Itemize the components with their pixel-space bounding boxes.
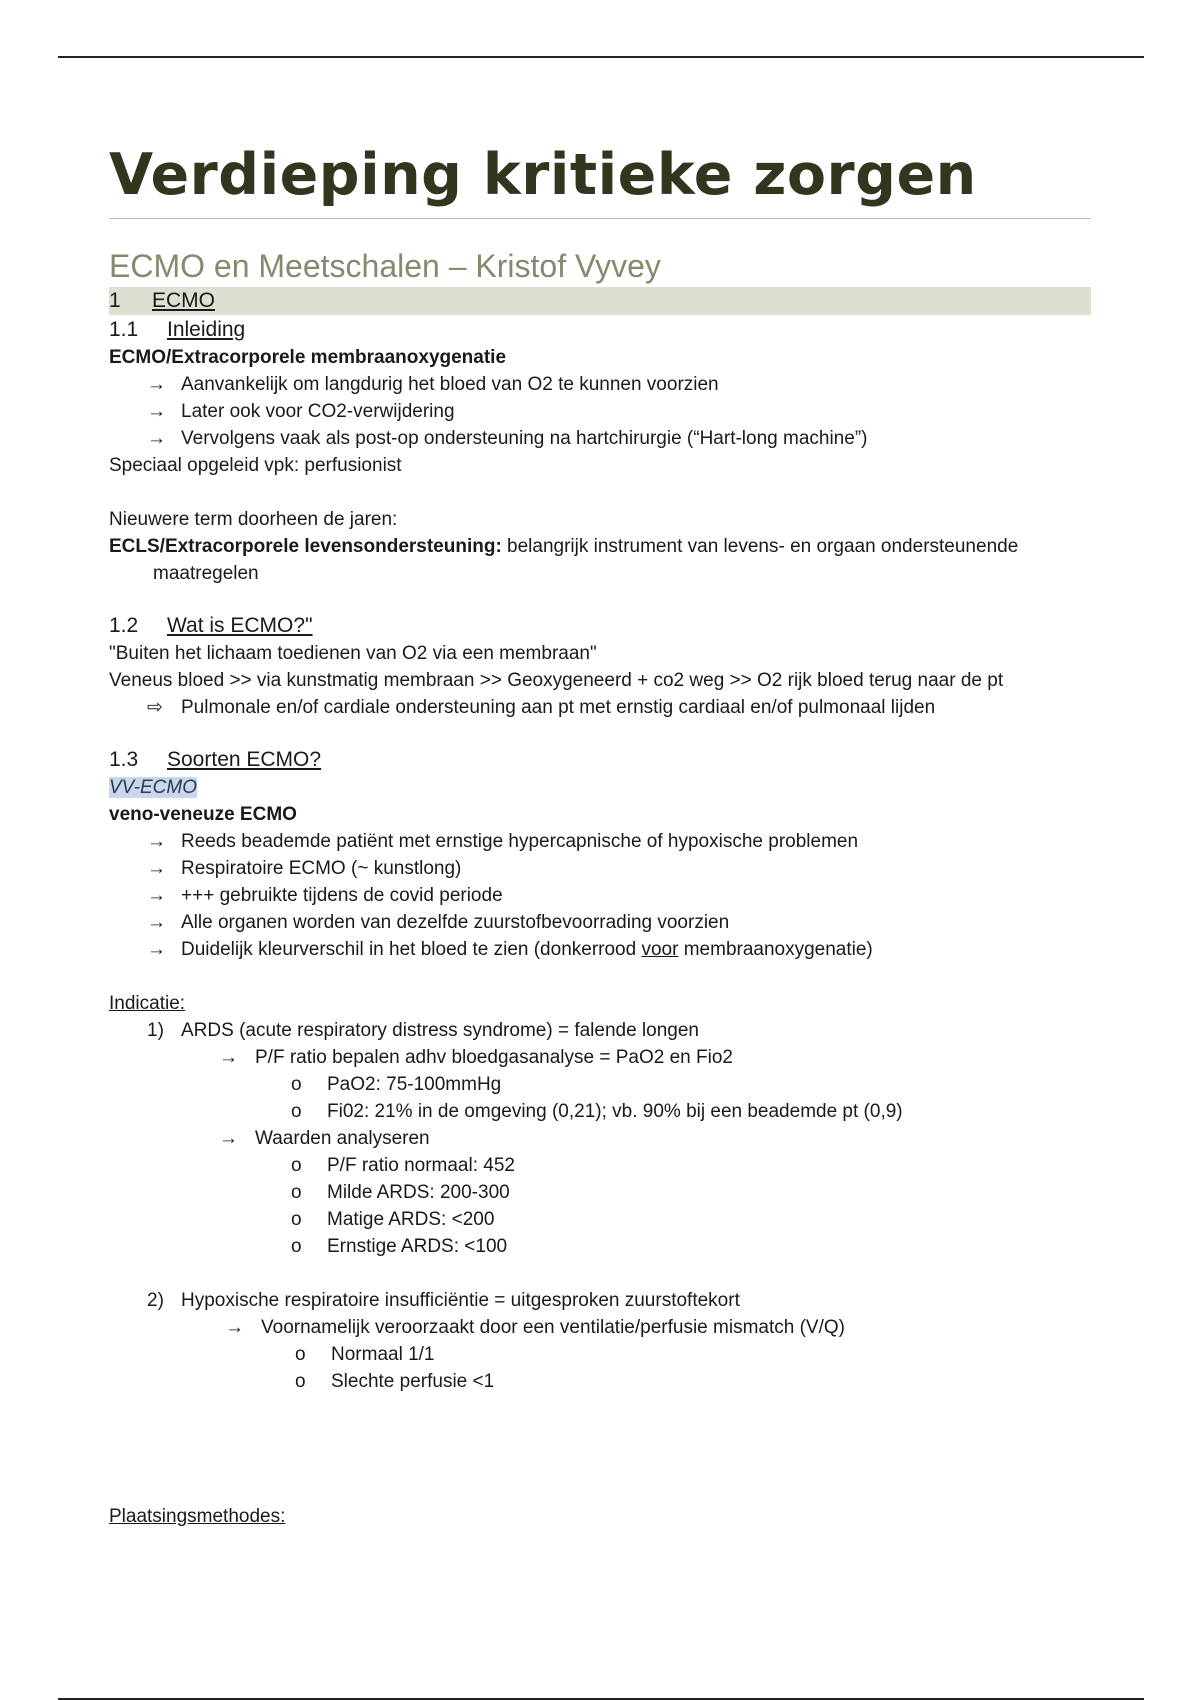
numbered-item: 1) ARDS (acute respiratory distress syndrome) = falende longen xyxy=(109,1017,1091,1044)
perfusionist-line: Speciaal opgeleid vpk: perfusionist xyxy=(109,455,402,476)
arrow-right-icon: → xyxy=(147,858,166,879)
list-item: → Waarden analyseren xyxy=(109,1125,1091,1152)
ecls-paragraph: ECLS/Extracorporele levensondersteuning: belangrijk instrument van levens- en orgaan ondersteunende maatregelen xyxy=(109,536,1019,584)
vv-ecmo-label: VV-ECMO xyxy=(109,777,197,798)
list-item: → Voornamelijk veroorzaakt door een ventilatie/perfusie mismatch (V/Q) xyxy=(109,1314,1091,1341)
arrow-right-icon: → xyxy=(147,401,166,422)
arrow-right-icon: → xyxy=(147,885,166,906)
heading-label: Soorten ECMO? xyxy=(167,748,322,771)
list-item: o PaO2: 75-100mmHg xyxy=(109,1071,1091,1098)
list-item: → Vervolgens vaak als post-op ondersteuning na hartchirurgie (“Hart-long machine”) xyxy=(109,425,1091,452)
list-item: → Aanvankelijk om langdurig het bloed van O2 te kunnen voorzien xyxy=(109,371,1091,398)
list-item: → Reeds beademde patiënt met ernstige hypercapnische of hypoxische problemen xyxy=(109,828,1091,855)
document-title: Verdieping kritieke zorgen xyxy=(109,140,1091,219)
document-page xyxy=(109,140,1091,1530)
ecmo-definition: ECMO/Extracorporele membraanoxygenatie xyxy=(109,347,507,368)
vv-ecmo-full: veno-veneuze ECMO xyxy=(109,804,297,825)
arrow-right-icon: → xyxy=(147,374,166,395)
list-item: → Later ook voor CO2-verwijdering xyxy=(109,398,1091,425)
list-item: o Normaal 1/1 xyxy=(109,1341,1091,1368)
wat-flow: Veneus bloed >> via kunstmatig membraan >> Geoxygeneerd + co2 weg >> O2 rijk bloed terug naar de pt xyxy=(109,670,1004,691)
arrow-right-icon: → xyxy=(147,939,166,960)
wat-quote: "Buiten het lichaam toedienen van O2 via een membraan" xyxy=(109,643,597,664)
heading-1-1 xyxy=(109,315,1091,344)
arrow-right-icon: → xyxy=(147,428,166,449)
circle-bullet-icon: o xyxy=(291,1182,302,1203)
heading-number: 1.2 xyxy=(109,614,139,637)
circle-bullet-icon: o xyxy=(291,1155,302,1176)
circle-bullet-icon: o xyxy=(295,1371,306,1392)
heading-label: Wat is ECMO?" xyxy=(167,614,313,637)
arrow-right-icon: → xyxy=(219,1047,238,1068)
indicatie-heading: Indicatie: xyxy=(109,993,186,1014)
item-number: 1) xyxy=(147,1020,164,1041)
list-item: o Ernstige ARDS: <100 xyxy=(109,1233,1091,1260)
heading-1-3 xyxy=(109,745,1091,774)
list-item: o Milde ARDS: 200-300 xyxy=(109,1179,1091,1206)
heading-number: 1.1 xyxy=(109,318,139,341)
document-subtitle: ECMO en Meetschalen – Kristof Vyvey xyxy=(109,248,661,284)
heading-label: Inleiding xyxy=(167,318,246,341)
circle-bullet-icon: o xyxy=(291,1209,302,1230)
header-rule xyxy=(58,56,1144,58)
arrow-right-icon: → xyxy=(147,912,166,933)
heading-number: 1.3 xyxy=(109,748,139,771)
list-item: → Respiratoire ECMO (~ kunstlong) xyxy=(109,855,1091,882)
open-arrow-icon: ⇨ xyxy=(147,697,163,718)
list-item: o Fi02: 21% in de omgeving (0,21); vb. 90% bij een beademde pt (0,9) xyxy=(109,1098,1091,1125)
list-item: o P/F ratio normaal: 452 xyxy=(109,1152,1091,1179)
arrow-right-icon: → xyxy=(225,1317,244,1338)
heading-label: ECMO xyxy=(152,289,215,312)
heading-1-2 xyxy=(109,611,1091,640)
newer-term-line: Nieuwere term doorheen de jaren: xyxy=(109,509,398,530)
circle-bullet-icon: o xyxy=(291,1236,302,1257)
circle-bullet-icon: o xyxy=(291,1074,302,1095)
heading-1-ecmo xyxy=(109,287,1091,315)
list-item: → P/F ratio bepalen adhv bloedgasanalyse = PaO2 en Fio2 xyxy=(109,1044,1091,1071)
circle-bullet-icon: o xyxy=(295,1344,306,1365)
arrow-right-icon: → xyxy=(147,831,166,852)
plaatsing-heading: Plaatsingsmethodes: xyxy=(109,1506,286,1527)
list-item: → +++ gebruikte tijdens de covid periode xyxy=(109,882,1091,909)
item-number: 2) xyxy=(147,1290,164,1311)
arrow-right-icon: → xyxy=(219,1128,238,1149)
numbered-item: 2) Hypoxische respiratoire insufficiëntie = uitgesproken zuurstoftekort xyxy=(109,1287,1091,1314)
list-item: o Matige ARDS: <200 xyxy=(109,1206,1091,1233)
heading-number: 1 xyxy=(109,289,121,312)
circle-bullet-icon: o xyxy=(291,1101,302,1122)
list-item: → Alle organen worden van dezelfde zuurstofbevoorrading voorzien xyxy=(109,909,1091,936)
list-item: o Slechte perfusie <1 xyxy=(109,1368,1091,1395)
list-item: ⇨ Pulmonale en/of cardiale ondersteuning aan pt met ernstig cardiaal en/of pulmonaal lijden xyxy=(109,694,1091,721)
list-item: → Duidelijk kleurverschil in het bloed te zien (donkerrood voor membraanoxygenatie) xyxy=(109,936,1091,963)
